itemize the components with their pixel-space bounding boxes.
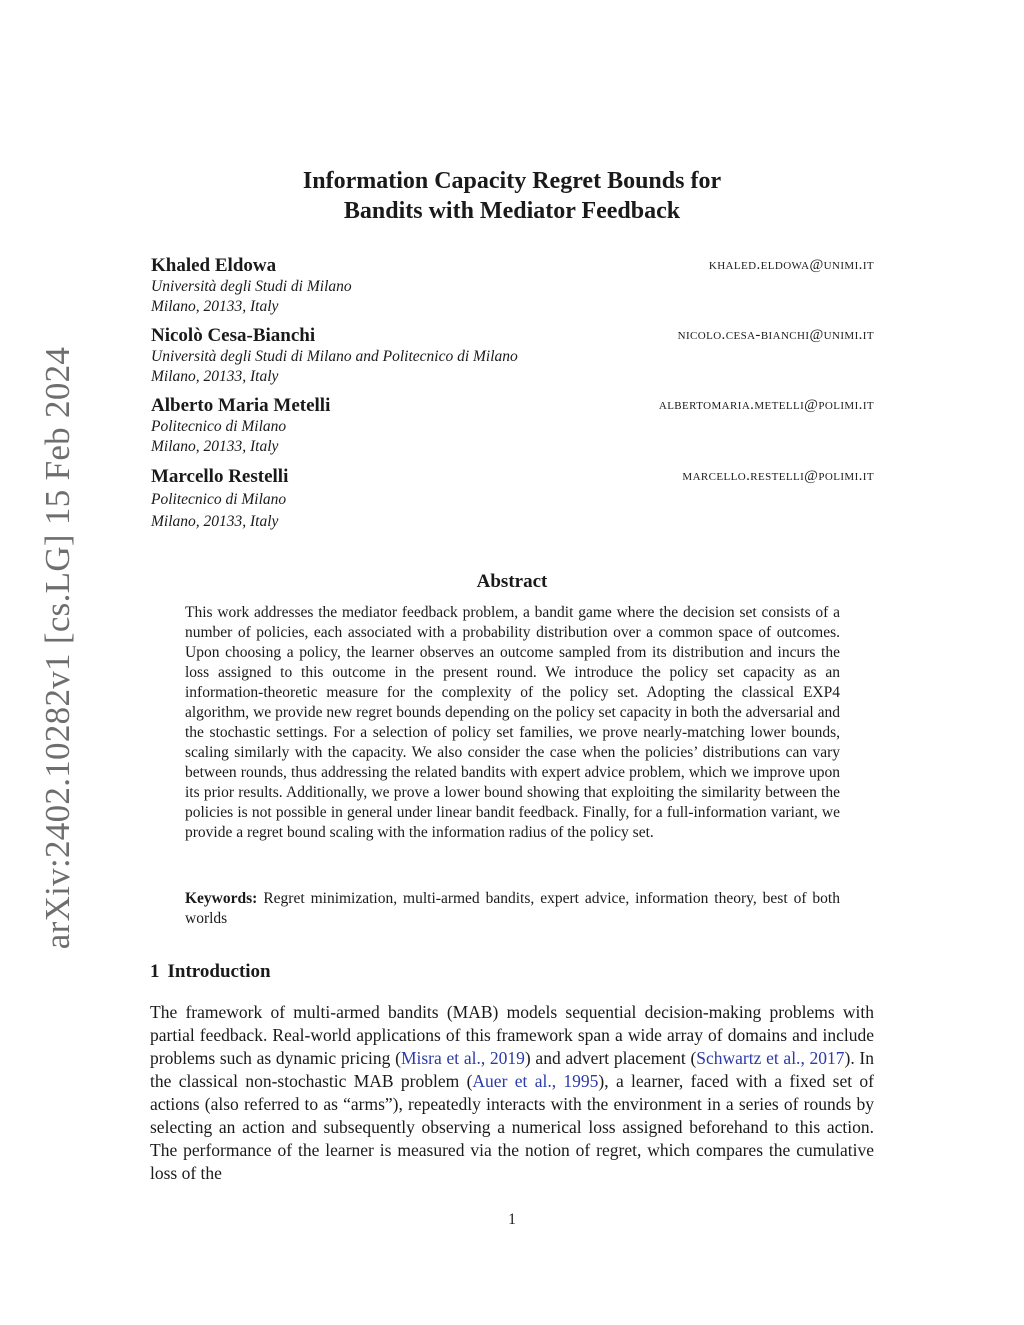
author-location: Milano, 20133, Italy	[151, 513, 279, 530]
keywords-text: Regret minimization, multi-armed bandits, expert advice, information theory, best of both worlds	[185, 890, 840, 927]
citation-authors[interactable]: Misra et al.	[400, 1048, 481, 1068]
page-number: 1	[508, 1211, 516, 1228]
citation-authors[interactable]: Schwartz et al.	[696, 1048, 801, 1068]
author-name: Marcello Restelli	[151, 466, 289, 487]
arxiv-identifier-stamp: arXiv:2402.10282v1 [cs.LG] 15 Feb 2024	[38, 346, 77, 950]
citation-year[interactable]: 2019	[489, 1048, 525, 1068]
keywords-label: Keywords:	[185, 890, 258, 907]
citation-link[interactable]: Misra et al., 2019	[400, 1048, 525, 1068]
author-name: Nicolò Cesa-Bianchi	[151, 325, 316, 346]
citation-authors[interactable]: Auer et al.	[472, 1071, 552, 1091]
title-line-1: Information Capacity Regret Bounds for	[302, 168, 722, 194]
section-number: 1	[150, 961, 160, 982]
citation-year[interactable]: 2017	[809, 1048, 845, 1068]
intro-text: ) and advert placement (	[524, 1048, 697, 1068]
author-block	[151, 255, 874, 317]
author-affiliation: Politecnico di Milano	[151, 491, 287, 508]
intro-paragraph	[150, 1001, 874, 1185]
author-email[interactable]: albertomaria.metelli@polimi.it	[658, 397, 874, 413]
author-affiliation: Politecnico di Milano	[151, 418, 287, 435]
author-email[interactable]: khaled.eldowa@unimi.it	[708, 257, 874, 273]
paper-title	[150, 166, 874, 226]
citation-link[interactable]: Schwartz et al., 2017	[696, 1048, 845, 1068]
author-location: Milano, 20133, Italy	[151, 298, 279, 315]
abstract-heading: Abstract	[476, 571, 548, 592]
author-location: Milano, 20133, Italy	[151, 438, 279, 455]
citation-link[interactable]: Auer et al., 1995	[472, 1071, 599, 1091]
section-title: Introduction	[167, 961, 271, 982]
keywords	[185, 889, 840, 929]
author-name: Alberto Maria Metelli	[151, 395, 331, 416]
citation-year[interactable]: 1995	[563, 1071, 599, 1091]
intro-text: ). In the classical non-stochastic MAB problem (	[150, 1048, 874, 1091]
abstract-text: This work addresses the mediator feedback problem, a bandit game where the decision set consists of a number of policies, each associated with a probability distribution over a common space of outcomes. Upon choosing a policy, the learner observes an outcome sampled from its distribution and incurs the loss assigned to this outcome in the present round. We introduce the policy set capacity as an information-theoretic measure for the complexity of the policy set. Adopting the classical EXP4 algorithm, we provide new regret bounds depending on the policy set capacity in both the adversarial and the stochastic settings. For a selection of policy set families, we prove nearly-matching lower bounds, scaling similarly with the capacity. We also consider the case when the policies’ distributions can vary between rounds, thus addressing the related bandits with expert advice problem, which we improve upon its prior results. Additionally, we prove a lower bound showing that exploiting the similarity between the policies is not possible in general under linear bandit feedback. Finally, for a full-information variant, we provide a regret bound scaling with the information radius of the policy set.	[185, 604, 840, 841]
author-email[interactable]: nicolo.cesa-bianchi@unimi.it	[677, 327, 874, 343]
author-email[interactable]: marcello.restelli@polimi.it	[682, 468, 874, 484]
intro-text: ), a learner, faced with a fixed set of actions (also referred to as “arms”), repeatedly interacts with the environment in a series of rounds by selecting an action and subsequently observing a numerical loss assigned beforehand to this action. The performance of the learner is measured via the notion of regret, which compares the cumulative loss of the	[150, 1071, 875, 1183]
author-block	[151, 466, 874, 532]
author-block	[151, 395, 874, 457]
intro-text: The framework of multi-armed bandits (MAB) models sequential decision-making problems with partial feedback. Real-world applications of this framework span a wide array of domains and include problems such as dynamic pricing (	[150, 1002, 874, 1068]
section-heading	[150, 961, 271, 983]
author-affiliation: Università degli Studi di Milano and Politecnico di Milano	[151, 348, 518, 365]
author-block	[151, 325, 874, 387]
title-line-2: Bandits with Mediator Feedback	[343, 198, 681, 224]
author-affiliation: Università degli Studi di Milano	[151, 278, 352, 295]
author-location: Milano, 20133, Italy	[151, 368, 279, 385]
author-name: Khaled Eldowa	[151, 255, 277, 276]
